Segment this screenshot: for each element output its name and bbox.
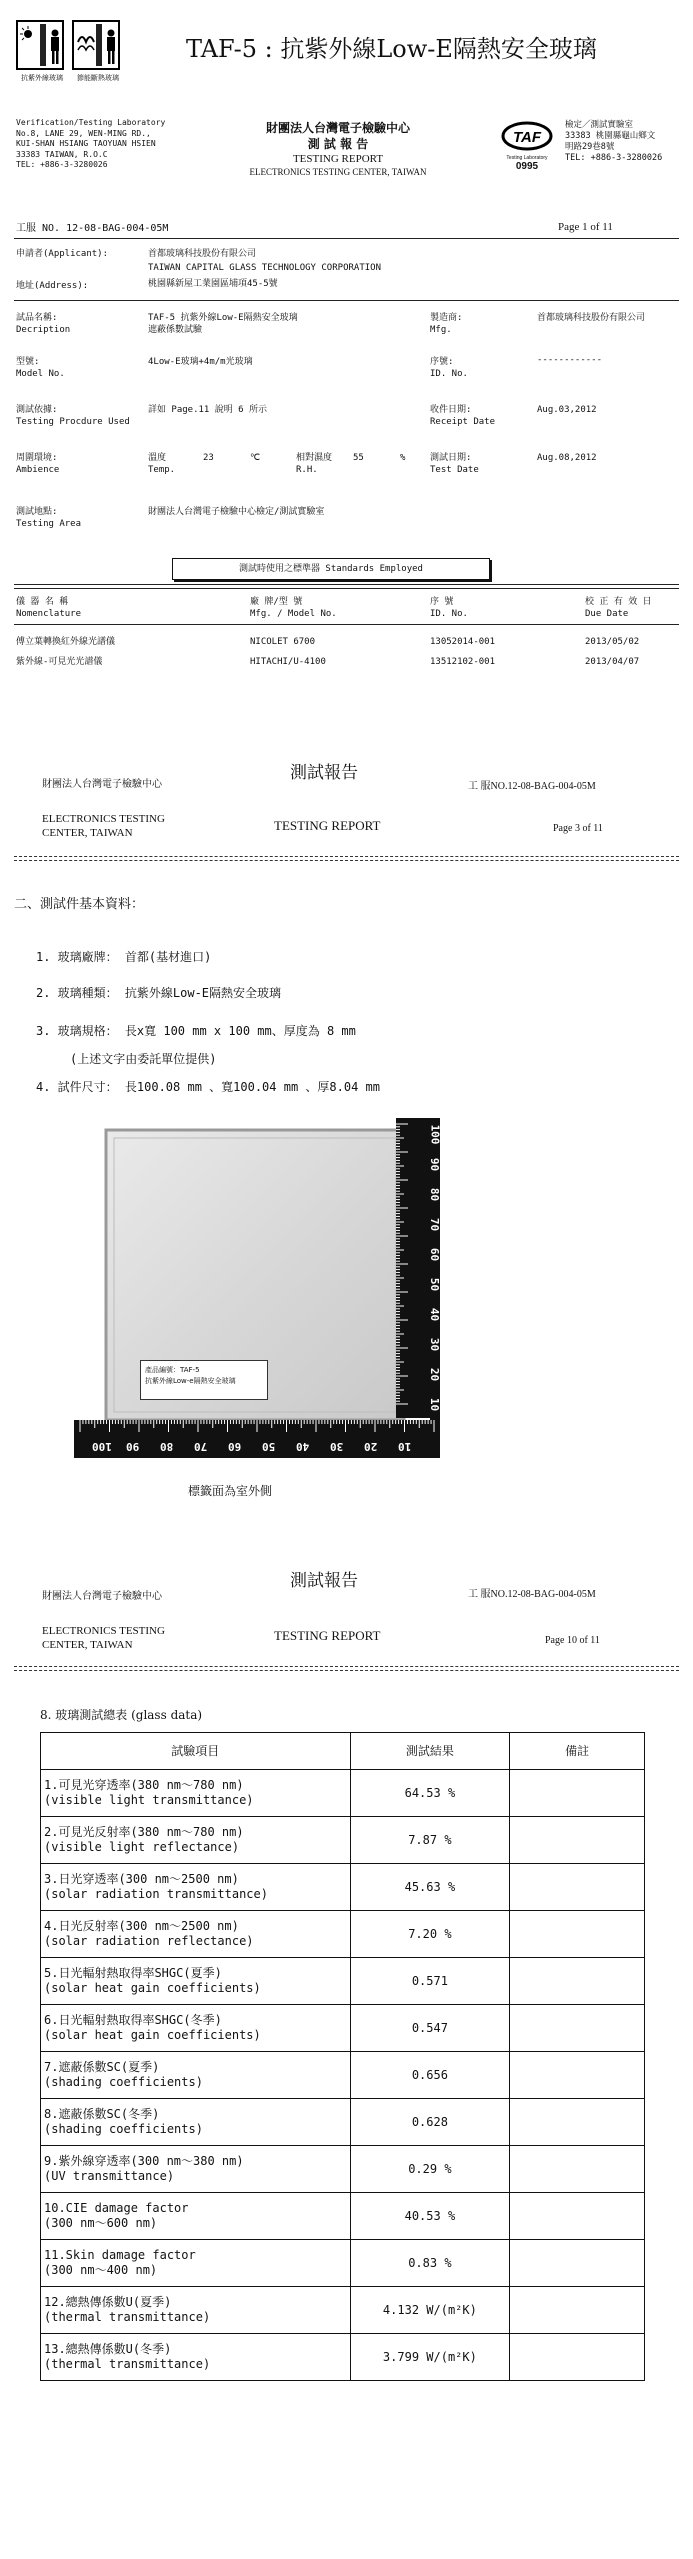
ruler-tick-label: 20 <box>364 1440 378 1453</box>
procedure-label: 測試依據: <box>16 405 58 415</box>
table-row <box>41 2146 645 2193</box>
table-row <box>41 2099 645 2146</box>
spec-item: 1. 玻璃廠牌： 首都(基材進口) <box>36 950 212 964</box>
page3-report-zh: 測試報告 <box>290 763 358 783</box>
report-title: TAF-5 : 抗紫外線Low-E隔熱安全玻璃 <box>186 35 597 63</box>
ruler-tick-label: 30 <box>428 1337 442 1352</box>
id-value: ------------ <box>537 355 603 365</box>
test-remark <box>510 2287 645 2334</box>
table-row <box>41 2005 645 2052</box>
job-number: 工服 NO. 12-08-BAG-004-05M <box>16 223 169 234</box>
ruler-tick-label: 80 <box>160 1440 174 1453</box>
ruler-tick-label: 100 <box>92 1440 112 1453</box>
test-result: 0.656 <box>350 2052 510 2099</box>
col-header-item: 試驗項目 <box>41 1733 351 1770</box>
lab-address-en: Verification/Testing Laboratory No.8, LANE 29, WEN-MING RD., KUI-SHAN HSIANG TAOYUAN HSIEN 33383 TAIWAN, R.O.C TEL: +886-3-3280026 <box>16 118 166 169</box>
spec-note: (上述文字由委託單位提供) <box>70 1052 217 1066</box>
equipment-row: 傅立葉轉換紅外線光譜儀 NICOLET 6700 13052014-001 2013/05/02 <box>16 637 640 647</box>
test-remark <box>510 1817 645 1864</box>
page3-page-number: Page 3 of 11 <box>553 823 603 834</box>
center-org-en: ELECTRONICS TESTING CENTER, TAIWAN <box>249 167 427 177</box>
test-date-value: Aug.08,2012 <box>537 453 597 463</box>
test-remark <box>510 2193 645 2240</box>
test-remark <box>510 2005 645 2052</box>
test-item: 2.可見光反射率(380 nm～780 nm) (visible light reflectance) <box>41 1817 351 1864</box>
test-remark <box>510 2146 645 2193</box>
uv-glass-caption: 抗紫外線玻璃 <box>21 74 63 82</box>
report-org-block <box>228 120 448 178</box>
address-label: 地址(Address): <box>16 281 89 291</box>
model-label: 型號: <box>16 357 40 367</box>
specimen-label-sticker: 產品編號：TAF-5 抗紫外線Low-e隔熱安全玻璃 <box>140 1360 268 1400</box>
test-result: 7.20 % <box>350 1911 510 1958</box>
test-item: 8.遮蔽係數SC(冬季) (shading coefficients) <box>41 2099 351 2146</box>
page10-report-zh: 測試報告 <box>290 1571 358 1591</box>
test-remark <box>510 1958 645 2005</box>
test-item: 5.日光輻射熱取得率SHGC(夏季) (solar heat gain coefficients) <box>41 1958 351 2005</box>
ruler-tick-label: 90 <box>126 1440 140 1453</box>
glass-data-title: 8. 玻璃測試總表 (glass data) <box>40 1708 203 1722</box>
table-row <box>41 2052 645 2099</box>
table-row <box>41 1911 645 1958</box>
page3-report-en: TESTING REPORT <box>274 818 381 833</box>
specimen-photo <box>74 1108 486 1464</box>
test-remark <box>510 2334 645 2381</box>
table-row <box>41 1864 645 1911</box>
ruler-tick-label: 60 <box>228 1440 242 1453</box>
test-result: 0.83 % <box>350 2240 510 2287</box>
svg-text:TAF: TAF <box>512 129 542 146</box>
desc-value: TAF-5 抗紫外線Low-E隔熱安全玻璃 <box>148 313 298 323</box>
test-item: 7.遮蔽係數SC(夏季) (shading coefficients) <box>41 2052 351 2099</box>
ruler-tick-label: 40 <box>296 1440 310 1453</box>
id-label: 序號: <box>430 357 454 367</box>
test-result: 0.571 <box>350 1958 510 2005</box>
test-result: 0.628 <box>350 2099 510 2146</box>
insulating-glass-caption: 節能斷熱玻璃 <box>77 74 119 82</box>
center-report-en: TESTING REPORT <box>292 153 384 165</box>
rh-unit: % <box>400 453 406 463</box>
testing-area-value: 財團法人台灣電子檢驗中心檢定/測試實驗室 <box>148 507 325 517</box>
procedure-value: 詳如 Page.11 說明 6 所示 <box>148 405 268 415</box>
ruler-tick-label: 60 <box>428 1247 442 1262</box>
applicant-en: TAIWAN CAPITAL GLASS TECHNOLOGY CORPORATION <box>148 263 381 273</box>
test-item: 12.總熱傳係數U(夏季) (thermal transmittance) <box>41 2287 351 2334</box>
col-header-result: 測試結果 <box>350 1733 510 1770</box>
ruler-tick-label: 10 <box>428 1397 442 1412</box>
ruler-tick-label: 30 <box>330 1440 344 1453</box>
rh-label: 相對濕度 <box>296 453 333 463</box>
page10-page-number: Page 10 of 11 <box>545 1635 600 1646</box>
standards-title: 測試時使用之標準器 Standards Employed <box>172 558 490 580</box>
temp-label: 溫度 <box>148 453 167 463</box>
test-result: 0.547 <box>350 2005 510 2052</box>
page3-job-no: 工 服NO.12-08-BAG-004-05M <box>468 781 596 792</box>
temp-unit: ℃ <box>250 453 261 463</box>
test-item: 3.日光穿透率(300 nm～2500 nm) (solar radiation transmittance) <box>41 1864 351 1911</box>
test-result: 45.63 % <box>350 1864 510 1911</box>
test-result: 40.53 % <box>350 2193 510 2240</box>
photo-caption: 標籤面為室外側 <box>188 1484 273 1498</box>
table-row <box>41 1817 645 1864</box>
eq-head-nomenclature: 儀 器 名 稱 <box>16 597 69 607</box>
ruler-tick-label: 90 <box>428 1157 442 1172</box>
test-item: 13.總熱傳係數U(冬季) (thermal transmittance) <box>41 2334 351 2381</box>
applicant-label: 申請者(Applicant): <box>16 249 109 259</box>
ruler-tick-label: 50 <box>262 1440 276 1453</box>
temp-value: 23 <box>203 453 214 463</box>
spec-item: 3. 玻璃規格： 長x寬 100 mm x 100 mm、厚度為 8 mm <box>36 1024 356 1038</box>
spec-item: 4. 試件尺寸： 長100.08 mm 、寬100.04 mm 、厚8.04 mm <box>36 1080 380 1094</box>
page-number: Page 1 of 11 <box>558 221 613 233</box>
test-remark <box>510 1770 645 1817</box>
test-date-label: 測試日期: <box>430 453 472 463</box>
page10-org-en: ELECTRONICS TESTING <box>42 1625 165 1637</box>
mfg-label: 製造商: <box>430 313 463 323</box>
test-remark <box>510 2099 645 2146</box>
glass-data-table <box>40 1732 645 2381</box>
uv-glass-icon <box>16 20 64 70</box>
receipt-date-value: Aug.03,2012 <box>537 405 597 415</box>
center-org: 財團法人台灣電子檢驗中心 <box>265 121 410 135</box>
page10-org: 財團法人台灣電子檢驗中心 <box>42 1591 162 1602</box>
test-remark <box>510 1864 645 1911</box>
table-row <box>41 1958 645 2005</box>
table-row <box>41 2193 645 2240</box>
page10-report-en: TESTING REPORT <box>274 1628 381 1643</box>
test-result: 0.29 % <box>350 2146 510 2193</box>
test-item: 11.Skin damage factor (300 nm～400 nm) <box>41 2240 351 2287</box>
address-value: 桃園縣新屋工業園區埔項45-5號 <box>148 279 278 289</box>
equipment-row: 紫外線-可見光光譜儀 HITACHI/U-4100 13512102-001 2013/04/07 <box>16 657 640 667</box>
test-result: 4.132 W/(m²K) <box>350 2287 510 2334</box>
model-value: 4Low-E玻璃+4m/m光玻璃 <box>148 357 253 367</box>
page10-job-no: 工 服NO.12-08-BAG-004-05M <box>468 1589 596 1600</box>
ruler-tick-label: 70 <box>194 1440 208 1453</box>
test-item: 10.CIE damage factor (300 nm～600 nm) <box>41 2193 351 2240</box>
test-remark <box>510 2052 645 2099</box>
test-remark <box>510 2240 645 2287</box>
test-item: 6.日光輻射熱取得率SHGC(冬季) (solar heat gain coefficients) <box>41 2005 351 2052</box>
table-row <box>41 1770 645 1817</box>
applicant-zh: 首都玻璃科技股份有限公司 <box>148 249 257 259</box>
ambience-label: 周圍環境: <box>16 453 58 463</box>
ruler-tick-label: 10 <box>398 1440 412 1453</box>
eq-head-mfg: 廠 牌/型 號 <box>250 597 303 607</box>
rh-value: 55 <box>353 453 364 463</box>
page3-org: 財團法人台灣電子檢驗中心 <box>42 779 162 790</box>
lab-address-zh: 檢定／測試實驗室 33383 桃園縣龜山鄉文 明路29巷8號 TEL: +886-3-3280026 <box>565 120 663 163</box>
mfg-value: 首都玻璃科技股份有限公司 <box>537 313 646 323</box>
ruler-tick-label: 40 <box>428 1307 442 1322</box>
eq-head-id: 序 號 <box>430 597 454 607</box>
ruler-tick-label: 80 <box>428 1187 442 1202</box>
ruler-tick-label: 20 <box>428 1367 442 1382</box>
taf-logo: TAF Testing Laboratory 0995 <box>497 118 557 174</box>
ruler-tick-label: 70 <box>428 1217 442 1232</box>
test-result: 3.799 W/(m²K) <box>350 2334 510 2381</box>
table-row <box>41 2334 645 2381</box>
insulating-glass-icon <box>72 20 120 70</box>
page3-org-en: ELECTRONICS TESTING <box>42 813 165 825</box>
test-item: 1.可見光穿透率(380 nm～780 nm) (visible light transmittance) <box>41 1770 351 1817</box>
table-row <box>41 2287 645 2334</box>
desc-label: 試品名稱: <box>16 313 58 323</box>
test-item: 4.日光反射率(300 nm～2500 nm) (solar radiation reflectance) <box>41 1911 351 1958</box>
test-result: 7.87 % <box>350 1817 510 1864</box>
spec-item: 2. 玻璃種類： 抗紫外線Low-E隔熱安全玻璃 <box>36 986 282 1000</box>
ruler-tick-label: 100 <box>428 1124 442 1145</box>
test-item: 9.紫外線穿透率(300 nm～380 nm) (UV transmittance) <box>41 2146 351 2193</box>
col-header-remark: 備註 <box>510 1733 645 1770</box>
test-remark <box>510 1911 645 1958</box>
eq-head-due: 校 正 有 效 日 <box>585 597 652 607</box>
table-row <box>41 2240 645 2287</box>
page3-section-title: 二、測試件基本資料： <box>14 897 145 912</box>
testing-area-label: 測試地點: <box>16 507 58 517</box>
receipt-date-label: 收件日期: <box>430 405 472 415</box>
test-result: 64.53 % <box>350 1770 510 1817</box>
ruler-tick-label: 50 <box>428 1277 442 1292</box>
center-report-zh: 測 試 報 告 <box>307 137 369 151</box>
